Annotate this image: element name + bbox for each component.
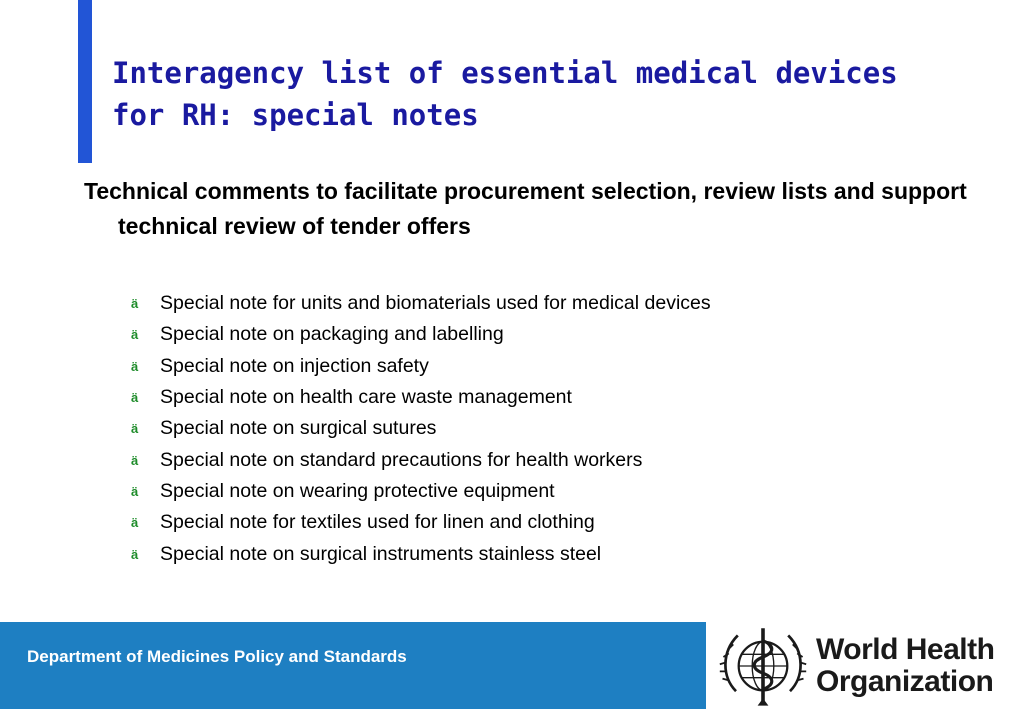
arrow-bullet-icon: ä: [131, 515, 139, 531]
list-item: [131, 538, 711, 569]
arrow-bullet-icon: ä: [131, 327, 139, 343]
slide-subtitle: Technical comments to facilitate procurement selection, review lists and support technical review of tender offers: [84, 178, 967, 239]
who-emblem-icon: [718, 621, 808, 711]
list-item: [131, 319, 711, 350]
list-item-text: Special note on packaging and labelling: [160, 323, 504, 346]
special-notes-list: [131, 288, 711, 570]
title-accent-bar: [78, 0, 92, 163]
list-item-text: Special note on surgical sutures: [160, 417, 437, 440]
slide-title-line-1: Interagency list of essential medical devices: [112, 56, 898, 90]
list-item-text: Special note for units and biomaterials used for medical devices: [160, 292, 711, 315]
list-item-text: Special note for textiles used for linen and clothing: [160, 511, 595, 534]
list-item: [131, 382, 711, 413]
arrow-bullet-icon: ä: [131, 546, 139, 562]
arrow-bullet-icon: ä: [131, 452, 139, 468]
list-item-text: Special note on wearing protective equipment: [160, 479, 555, 502]
arrow-bullet-icon: ä: [131, 483, 139, 499]
arrow-bullet-icon: ä: [131, 296, 139, 312]
arrow-bullet-icon: ä: [131, 358, 139, 374]
list-item: [131, 351, 711, 382]
who-wordmark-line-1: World Health: [816, 632, 995, 666]
footer-bar: [0, 622, 1024, 709]
arrow-bullet-icon: ä: [131, 421, 139, 437]
who-wordmark: [816, 634, 994, 698]
list-item-text: Special note on standard precautions for health workers: [160, 448, 643, 471]
who-wordmark-line-2: Organization: [816, 664, 994, 698]
list-item: [131, 476, 711, 507]
list-item: [131, 288, 711, 319]
list-item: [131, 413, 711, 444]
list-item: [131, 444, 711, 475]
slide-title-line-2: for RH: special notes: [112, 98, 479, 132]
list-item-text: Special note on injection safety: [160, 354, 429, 377]
list-item-text: Special note on health care waste management: [160, 386, 572, 409]
arrow-bullet-icon: ä: [131, 390, 139, 406]
slide-title: [112, 52, 992, 136]
list-item-text: Special note on surgical instruments stainless steel: [160, 542, 602, 565]
department-name: Department of Medicines Policy and Standards: [27, 647, 407, 666]
list-item: [131, 507, 711, 538]
who-logo: [706, 622, 1024, 709]
